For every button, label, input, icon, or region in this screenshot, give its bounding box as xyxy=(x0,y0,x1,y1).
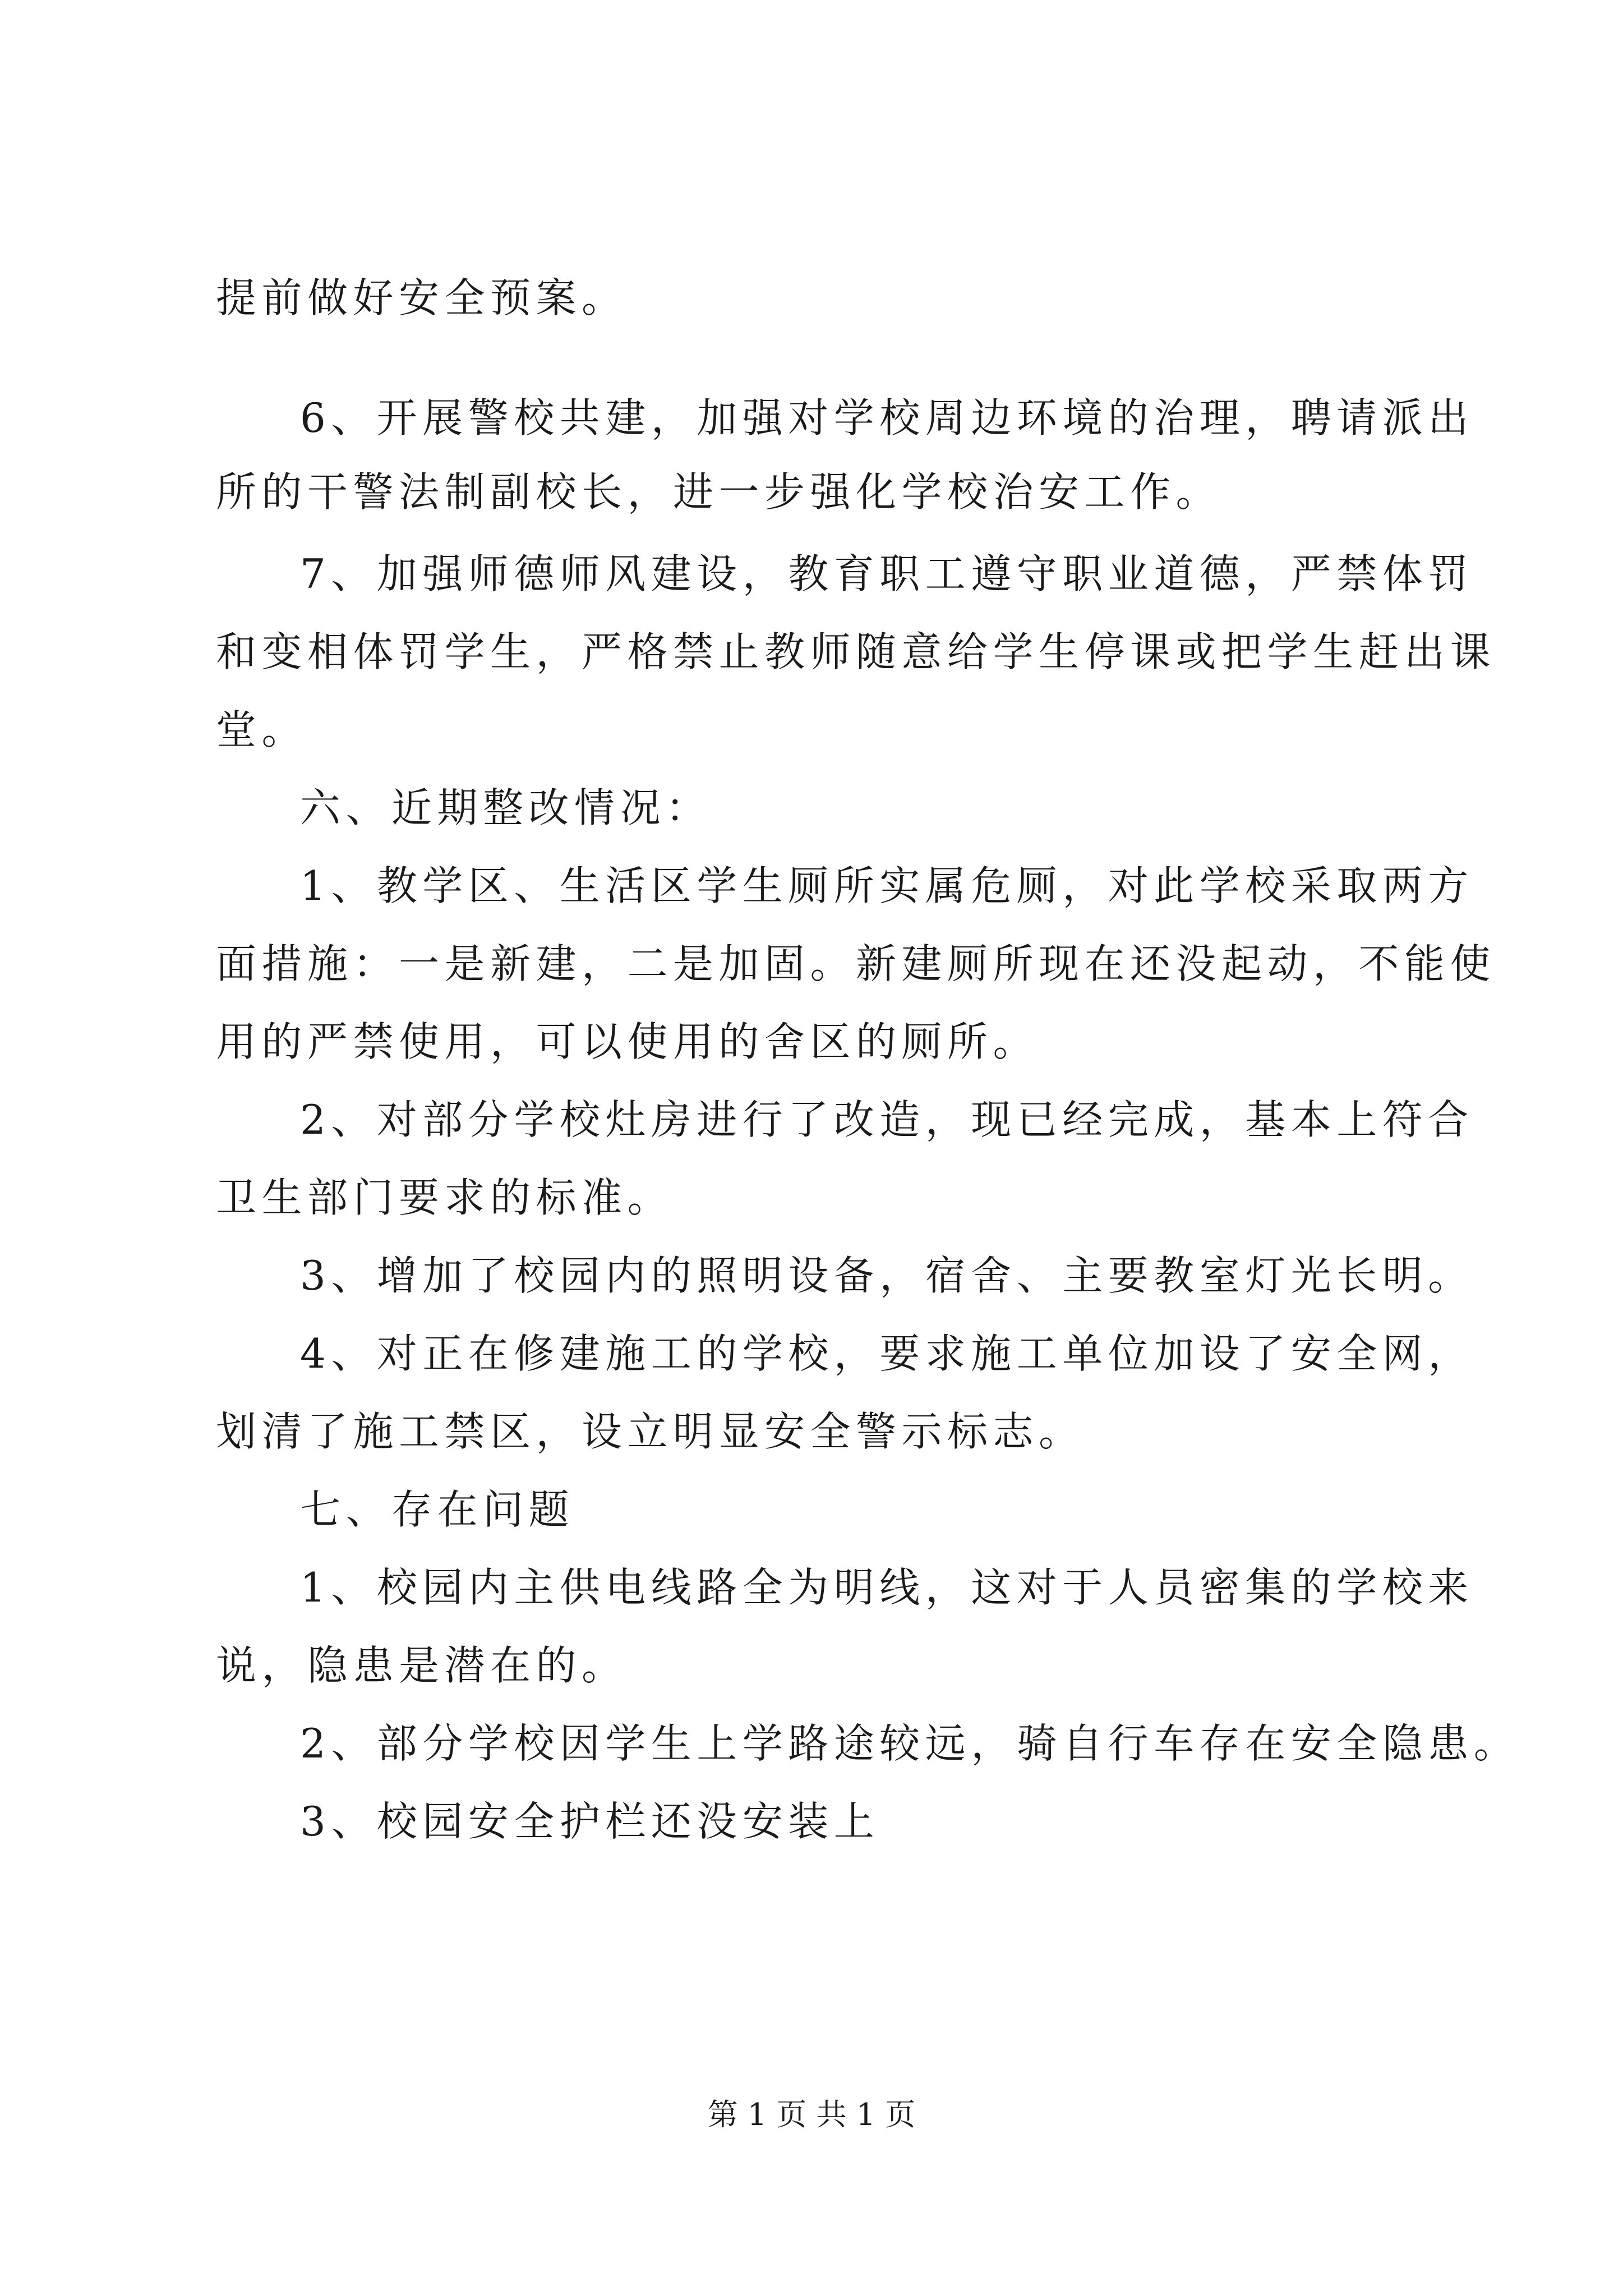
text-line: 面措施：一是新建，二是加固。新建厕所现在还没起动，不能使 xyxy=(216,940,1496,987)
text-line: 4、对正在修建施工的学校，要求施工单位加设了安全网， xyxy=(300,1330,1474,1377)
text-line: 卫生部门要求的标准。 xyxy=(216,1174,674,1221)
text-line: 堂。 xyxy=(216,706,308,753)
text-line: 6、开展警校共建，加强对学校周边环境的治理，聘请派出 xyxy=(300,394,1474,441)
text-line: 1、教学区、生活区学生厕所实属危厕，对此学校采取两方 xyxy=(300,862,1474,909)
text-line: 2、部分学校因学生上学路途较远，骑自行车存在安全隐患。 xyxy=(300,1720,1520,1767)
text-line: 划清了施工禁区，设立明显安全警示标志。 xyxy=(216,1408,1085,1455)
text-line: 3、校园安全护栏还没安装上 xyxy=(300,1798,880,1845)
text-line: 和变相体罚学生，严格禁止教师随意给学生停课或把学生赶出课 xyxy=(216,628,1496,675)
text-line: 提前做好安全预案。 xyxy=(216,274,628,321)
text-line: 所的干警法制副校长，进一步强化学校治安工作。 xyxy=(216,468,1222,516)
page-footer: 第 1 页 共 1 页 xyxy=(707,2097,916,2132)
section-heading: 六、近期整改情况： xyxy=(300,784,712,831)
text-line: 7、加强师德师风建设，教育职工遵守职业道德，严禁体罚 xyxy=(300,550,1474,597)
text-line: 用的严禁使用，可以使用的舍区的厕所。 xyxy=(216,1018,1039,1065)
text-line: 1、校园内主供电线路全为明线，这对于人员密集的学校来 xyxy=(300,1564,1474,1611)
section-heading: 七、存在问题 xyxy=(300,1486,575,1533)
text-line: 3、增加了校园内的照明设备，宿舍、主要教室灯光长明。 xyxy=(300,1252,1474,1299)
text-line: 2、对部分学校灶房进行了改造，现已经完成，基本上符合 xyxy=(300,1096,1474,1143)
text-line: 说，隐患是潜在的。 xyxy=(216,1642,628,1689)
